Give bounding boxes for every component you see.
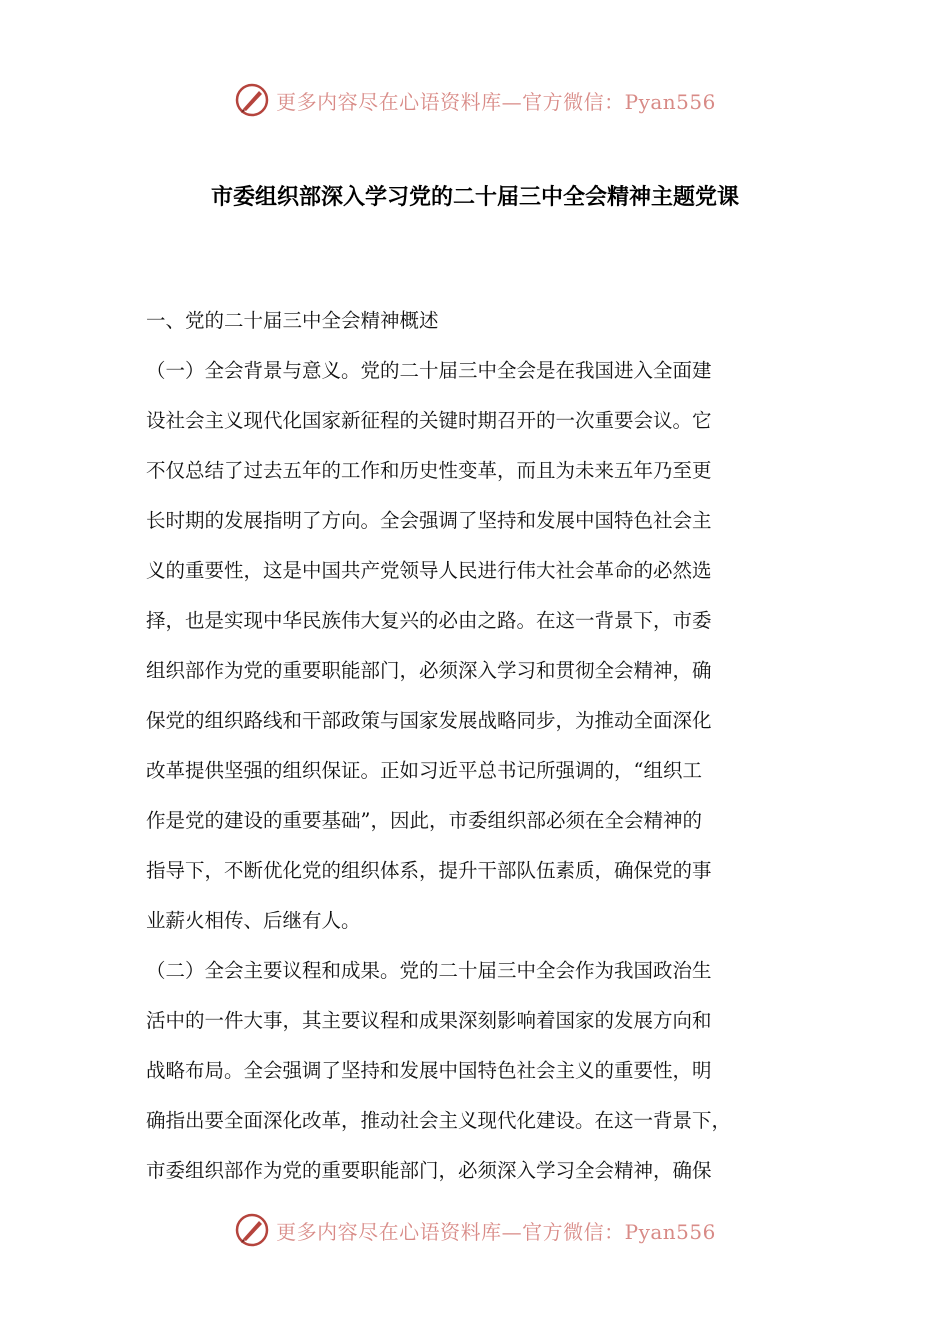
text-line: 义的重要性，这是中国共产党领导人民进行伟大社会革命的必然选	[146, 559, 712, 582]
text-line: 一、党的二十届三中全会精神概述	[146, 309, 439, 332]
watermark-text: 更多内容尽在心语资料库—官方微信：Pyan556	[276, 1219, 716, 1244]
text-line: 组织部作为党的重要职能部门，必须深入学习和贯彻全会精神，确	[146, 659, 712, 682]
text-line: 不仅总结了过去五年的工作和历史性变革，而且为未来五年乃至更	[146, 459, 712, 482]
text-line: 指导下，不断优化党的组织体系，提升干部队伍素质，确保党的事	[146, 859, 712, 882]
watermark-banner-top	[0, 78, 950, 122]
text-line: 长时期的发展指明了方向。全会强调了坚持和发展中国特色社会主	[146, 509, 712, 532]
text-line: 设社会主义现代化国家新征程的关键时期召开的一次重要会议。它	[146, 409, 712, 432]
text-line: 活中的一件大事，其主要议程和成果深刻影响着国家的发展方向和	[146, 1009, 712, 1032]
text-line: 确指出要全面深化改革，推动社会主义现代化建设。在这一背景下，	[146, 1109, 732, 1132]
document-body	[146, 296, 806, 1196]
text-line: （一）全会背景与意义。党的二十届三中全会是在我国进入全面建	[146, 359, 712, 382]
text-line: 战略布局。全会强调了坚持和发展中国特色社会主义的重要性，明	[146, 1059, 712, 1082]
text-line: 业薪火相传、后继有人。	[146, 909, 361, 932]
watermark-text: 更多内容尽在心语资料库—官方微信：Pyan556	[276, 89, 716, 114]
document-title: 市委组织部深入学习党的二十届三中全会精神主题党课	[210, 185, 739, 210]
quill-logo-icon	[234, 82, 270, 118]
text-line: （二）全会主要议程和成果。党的二十届三中全会作为我国政治生	[146, 959, 712, 982]
text-line: 改革提供坚强的组织保证。正如习近平总书记所强调的，“组织工	[146, 759, 702, 782]
text-line: 市委组织部作为党的重要职能部门，必须深入学习全会精神，确保	[146, 1159, 712, 1182]
quill-logo-icon	[234, 1212, 270, 1248]
text-line: 作是党的建设的重要基础”，因此，市委组织部必须在全会精神的	[146, 809, 702, 832]
text-line: 保党的组织路线和干部政策与国家发展战略同步，为推动全面深化	[146, 709, 712, 732]
watermark-banner-bottom	[0, 1208, 950, 1252]
text-line: 择，也是实现中华民族伟大复兴的必由之路。在这一背景下，市委	[146, 609, 712, 632]
